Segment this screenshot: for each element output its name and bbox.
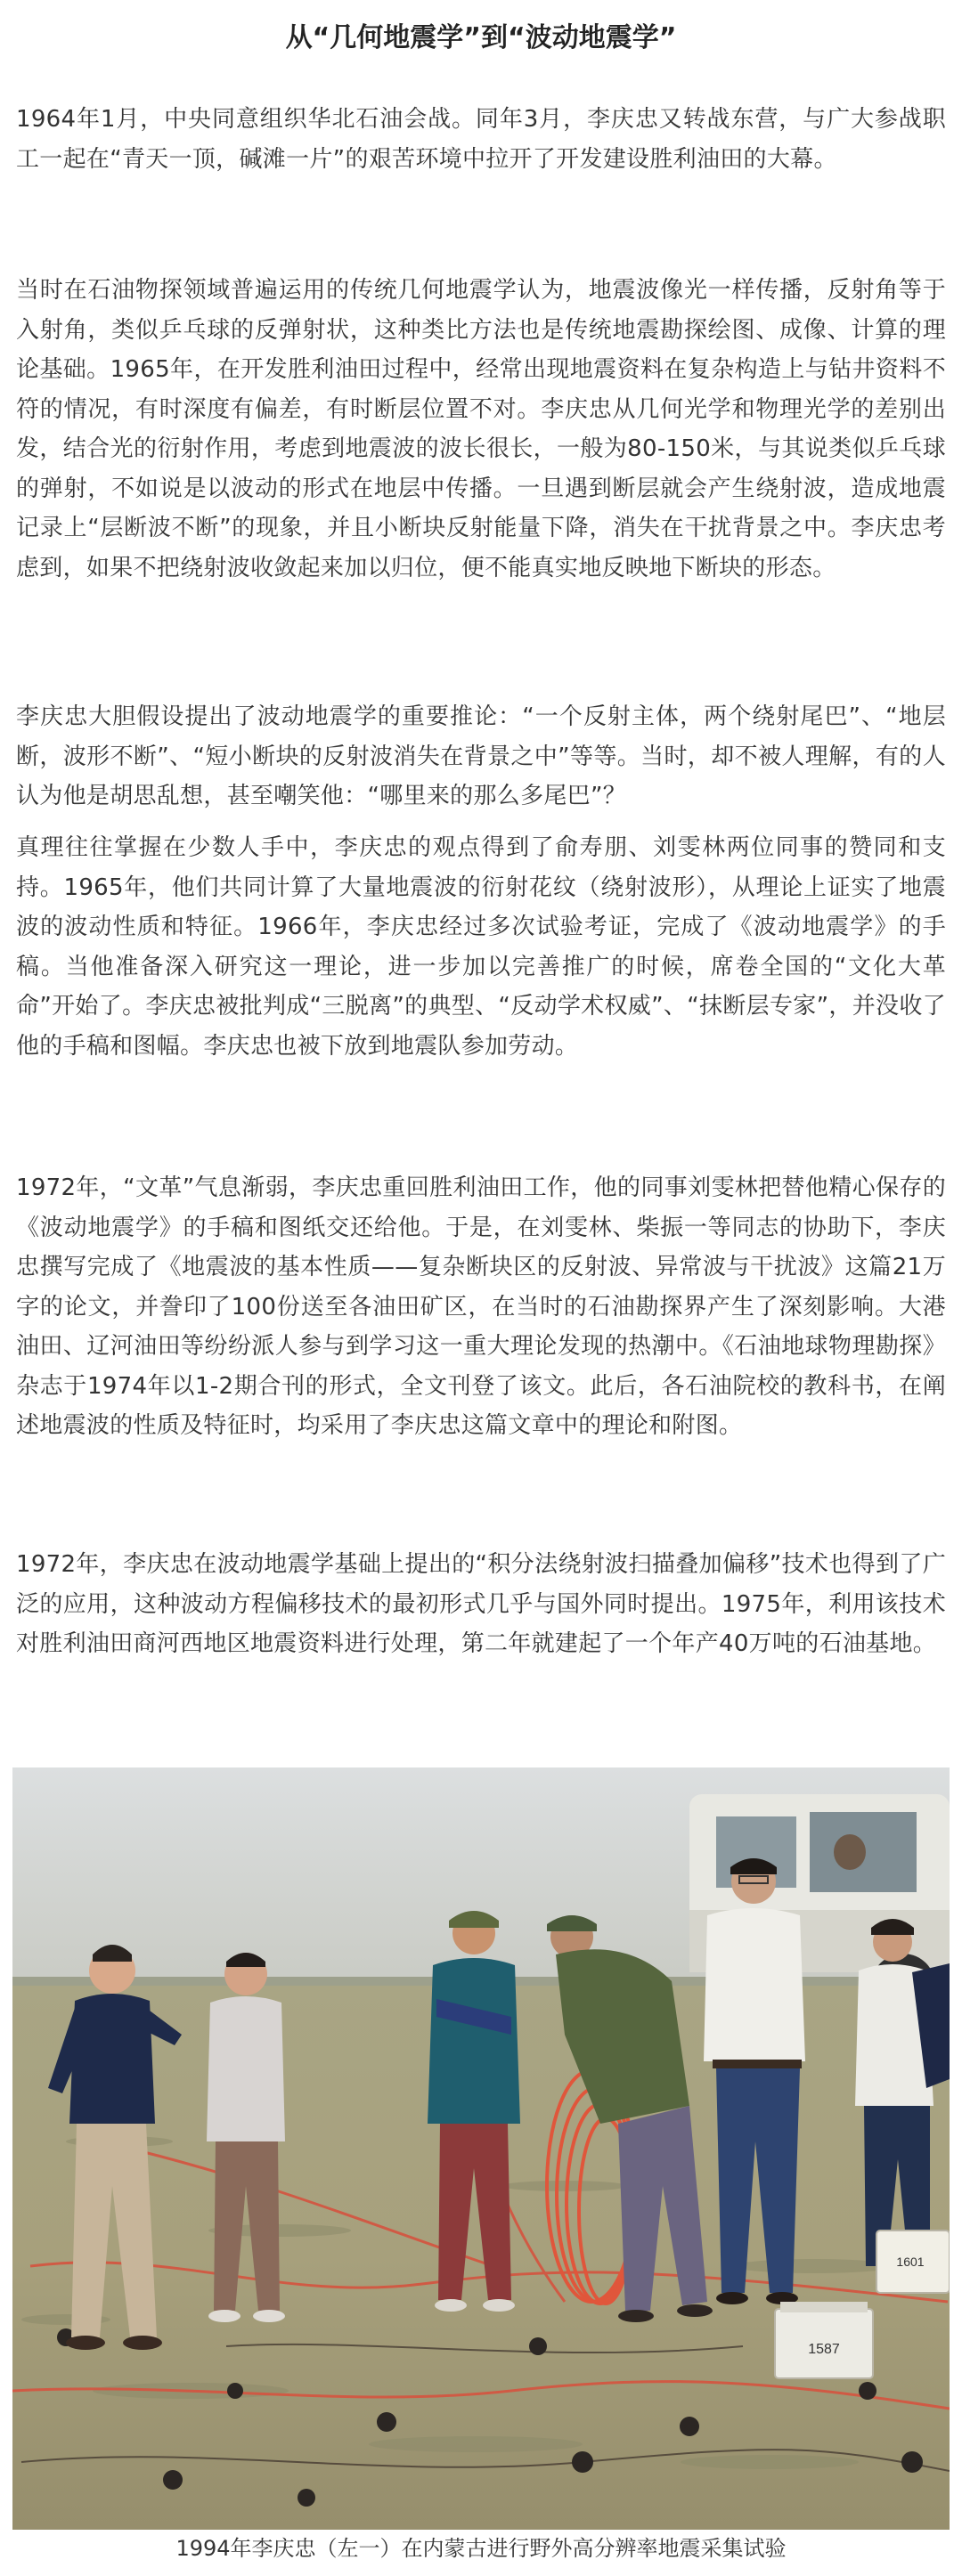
paragraph: 1972年，李庆忠在波动地震学基础上提出的“积分法绕射波扫描叠加偏移”技术也得到了广泛的应用，这种波动方程偏移技术的最初形式几乎与国外同时提出。1975年，利用该技术对胜利油田商河西地区地震资料进行处理，第二年就建起了一个年产40万吨的石油基地。 bbox=[16, 1551, 946, 1657]
field-photo bbox=[12, 1767, 950, 2530]
paragraph: 1964年1月，中央同意组织华北石油会战。同年3月，李庆忠又转战东营，与广大参战职工一起在“青天一顶，碱滩一片”的艰苦环境中拉开了开发建设胜利油田的大幕。 bbox=[16, 106, 946, 173]
paragraph: 当时在石油物探领域普遍运用的传统几何地震学认为，地震波像光一样传播，反射角等于入射角，类似乒乓球的反弹射状，这种类比方法也是传统地震勘探绘图、成像、计算的理论基础。1965年，在开发胜利油田过程中，经常出现地震资料在复杂构造上与钻井资料不符的情况，有时深度有偏差，有时断层位置不对。李庆忠从几何光学和物理光学的差别出发，结合光的衍射作用，考虑到地震波的波长很长，一般为80-150米，与其说类似乒乓球的弹射，不如说是以波动的形式在地层中传播。一旦遇到断层就会产生绕射波，造成地震记录上“层断波不断”的现象，并且小断块反射能量下降，消失在干扰背景之中。李庆忠考虑到，如果不把绕射波收敛起来加以归位，便不能真实地反映地下断块的形态。 bbox=[16, 277, 946, 581]
paragraph: 1972年，“文革”气息渐弱，李庆忠重回胜利油田工作，他的同事刘雯林把替他精心保存的《波动地震学》的手稿和图纸交还给他。于是，在刘雯林、柴振一等同志的协助下，李庆忠撰写完成了《地震波的基本性质——复杂断块区的反射波、异常波与干扰波》这篇21万字的论文，并誊印了100份送至各油田矿区，在当时的石油勘探界产生了深刻影响。大港油田、辽河油田等纷纷派人参与到学习这一重大理论发现的热潮中。《石油地球物理勘探》杂志于1974年以1-2期合刊的形式，全文刊登了该文。此后，各石油院校的教科书，在阐述地震波的性质及特征时，均采用了李庆忠这篇文章中的理论和附图。 bbox=[16, 1174, 946, 1439]
photo-caption: 1994年李庆忠（左一）在内蒙古进行野外高分辨率地震采集试验 bbox=[175, 2536, 787, 2561]
paragraph: 真理往往掌握在少数人手中，李庆忠的观点得到了俞寿朋、刘雯林两位同事的赞同和支持。1965年，他们共同计算了大量地震波的衍射花纹（绕射波形），从理论上证实了地震波的波动性质和特征。1966年，李庆忠经过多次试验考证，完成了《波动地震学》的手稿。当他准备深入研究这一理论，进一步加以完善推广的时候，席卷全国的“文化大革命”开始了。李庆忠被批判成“三脱离”的典型、“反动学术权威”、“抹断层专家”，并没收了他的手稿和图幅。李庆忠也被下放到地震队参加劳动。 bbox=[16, 834, 946, 1060]
field-photo-illustration bbox=[12, 1767, 950, 2530]
equipment-label: 1587 bbox=[808, 2342, 840, 2357]
equipment-label: 1601 bbox=[896, 2255, 925, 2269]
paragraph: 李庆忠大胆假设提出了波动地震学的重要推论：“一个反射主体，两个绕射尾巴”、“地层断，波形不断”、“短小断块的反射波消失在背景之中”等等。当时，却不被人理解，有的人认为他是胡思乱想，甚至嘲笑他：“哪里来的那么多尾巴”？ bbox=[16, 703, 946, 809]
equipment-box-1587 bbox=[775, 2302, 873, 2378]
equipment-box-1601 bbox=[876, 2231, 950, 2293]
article-title: 从“几何地震学”到“波动地震学” bbox=[285, 22, 677, 53]
